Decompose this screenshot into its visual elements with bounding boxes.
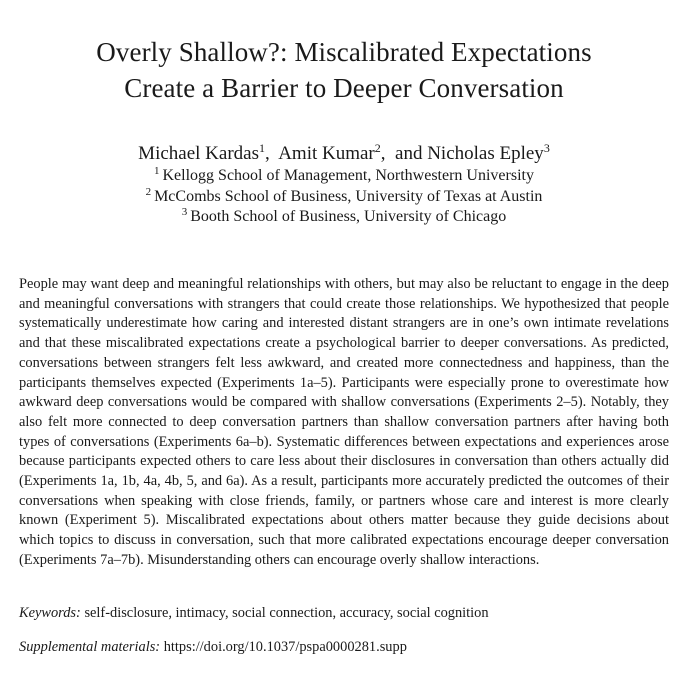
keywords-label: Keywords: [19,605,81,621]
title-line-1: Overly Shallow?: Miscalibrated Expectations [96,37,592,67]
author-name: Michael Kardas [138,143,259,164]
author-name: Amit Kumar [278,143,375,164]
supplemental-label: Supplemental materials: [19,639,161,655]
affiliation-item [0,207,688,228]
affiliation-superscript: 1 [154,165,160,177]
affiliation-text: Kellogg School of Management, Northwestern University [162,167,534,184]
author-superscript: 2 [374,141,381,155]
supplemental-line [19,638,669,657]
author-name: Nicholas Epley [427,143,544,164]
author-superscript: 3 [543,141,550,155]
author-superscript: 1 [258,141,265,155]
keywords-line [19,604,669,623]
paper-title [0,34,688,106]
affiliation-list [0,166,688,228]
author-list [0,142,688,166]
affiliation-text: Booth School of Business, University of Chicago [190,208,507,225]
supplemental-link[interactable]: https://doi.org/10.1037/pspa0000281.supp [163,639,407,655]
affiliation-text: McCombs School of Business, University of Texas at Austin [154,187,543,205]
title-line-2: Create a Barrier to Deeper Conversation [124,73,564,103]
abstract-paragraph: People may want deep and meaningful relationships with others, but may also be reluctant to engage in the deep and meaningful conversations with strangers that could create those relationships. We hypothesized that people systematically underestimate how caring and interested distant strangers are in one’s own intimate revelations and that these miscalibrated expectations create a psychological barrier to deeper conversations. As predicted, conversations between strangers felt less awkward, and created more connectedness and happiness, than the participants themselves expected (Experiments 1a–5). Participants were especially prone to overestimate how awkward deep conversations would be compared with shallow conversations (Experiments 2–5). Notably, they also felt more connected to deep conversation partners than shallow conversation partners after having both types of conversations (Experiments 6a–b). Systematic differences between expectations and experiences arose because participants expected others to care less about their disclosures in conversation than others actually did (Experiments 1a, 1b, 4a, 4b, 5, and 6a). As a result, participants more accurately predicted the outcomes of their conversations when speaking with close friends, family, or partners whose care and interest is more clearly known (Experiment 5). Miscalibrated expectations about others matter because they guide decisions about which topics to discuss in conversation, such that more calibrated expectations encourage deeper conversation (Experiments 7a–7b). Misunderstanding others can encourage overly shallow interactions. [19,276,669,568]
affiliation-item [0,166,688,187]
affiliation-item [0,187,688,208]
affiliation-superscript: 3 [181,206,188,218]
author-separator: , [264,143,279,164]
affiliation-superscript: 2 [145,185,152,198]
author-separator: , and [380,143,428,164]
keywords-text: self-disclosure, intimacy, social connection, accuracy, social cognition [84,605,489,621]
